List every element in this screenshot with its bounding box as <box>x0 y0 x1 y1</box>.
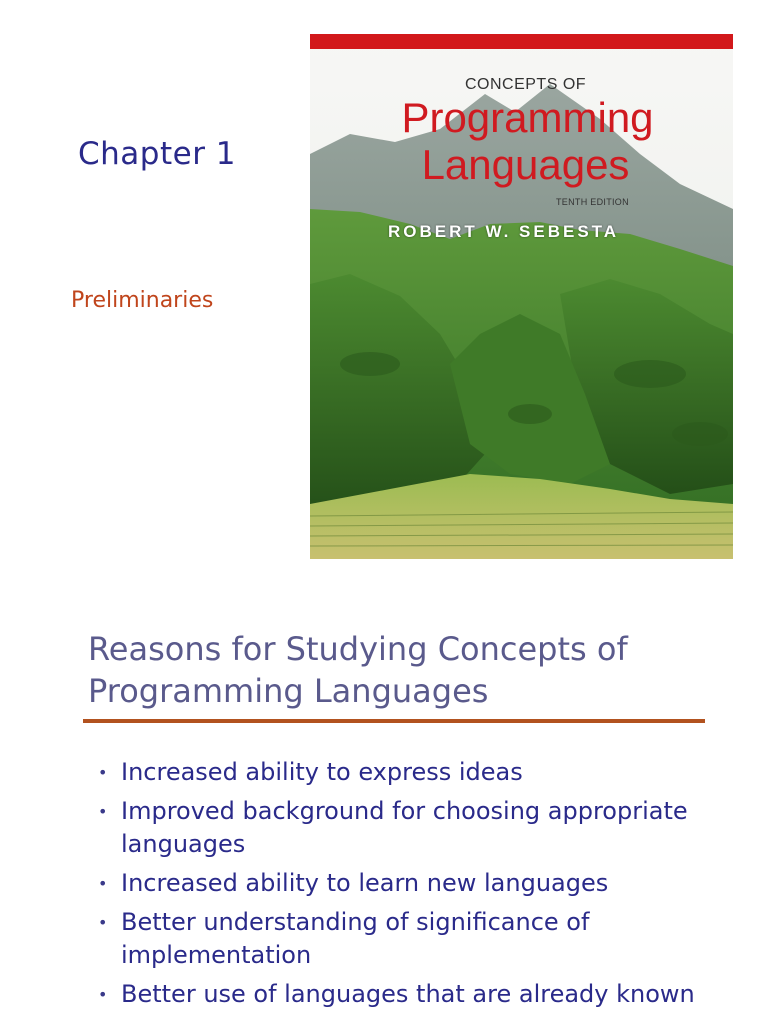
cover-edition: TENTH EDITION <box>556 197 629 207</box>
cover-title-line1: Programming <box>401 94 654 141</box>
cover-red-bar <box>310 34 733 49</box>
cover-author: ROBERT W. SEBESTA <box>388 222 620 241</box>
bullet-item <box>96 795 696 861</box>
title-divider <box>83 719 705 723</box>
bullet-text: Better understanding of significance of implementation <box>121 908 590 969</box>
bullet-text: Increased ability to learn new languages <box>121 869 609 897</box>
bullet-item <box>96 867 696 900</box>
cover-kicker: CONCEPTS OF <box>464 76 587 93</box>
bullet-icon: • <box>98 913 108 932</box>
bullet-icon: • <box>98 763 108 782</box>
bullet-text: Improved background for choosing appropriate languages <box>121 797 688 858</box>
bullet-icon: • <box>98 802 108 821</box>
slide-title: Reasons for Studying Concepts of Programming Languages <box>88 630 628 710</box>
bullet-list <box>96 756 696 1017</box>
chapter-subtitle: Preliminaries <box>71 288 214 313</box>
bullet-icon: • <box>98 874 108 893</box>
chapter-title: Chapter 1 <box>78 136 237 172</box>
bullet-text: Increased ability to express ideas <box>121 758 523 786</box>
bullet-text: Better use of languages that are already known <box>121 980 695 1008</box>
cover-title-line2: Languages <box>421 141 630 188</box>
bullet-item <box>96 756 696 789</box>
bullet-icon: • <box>98 985 108 1004</box>
book-cover <box>310 34 733 559</box>
bullet-item <box>96 978 696 1011</box>
bullet-item <box>96 906 696 972</box>
